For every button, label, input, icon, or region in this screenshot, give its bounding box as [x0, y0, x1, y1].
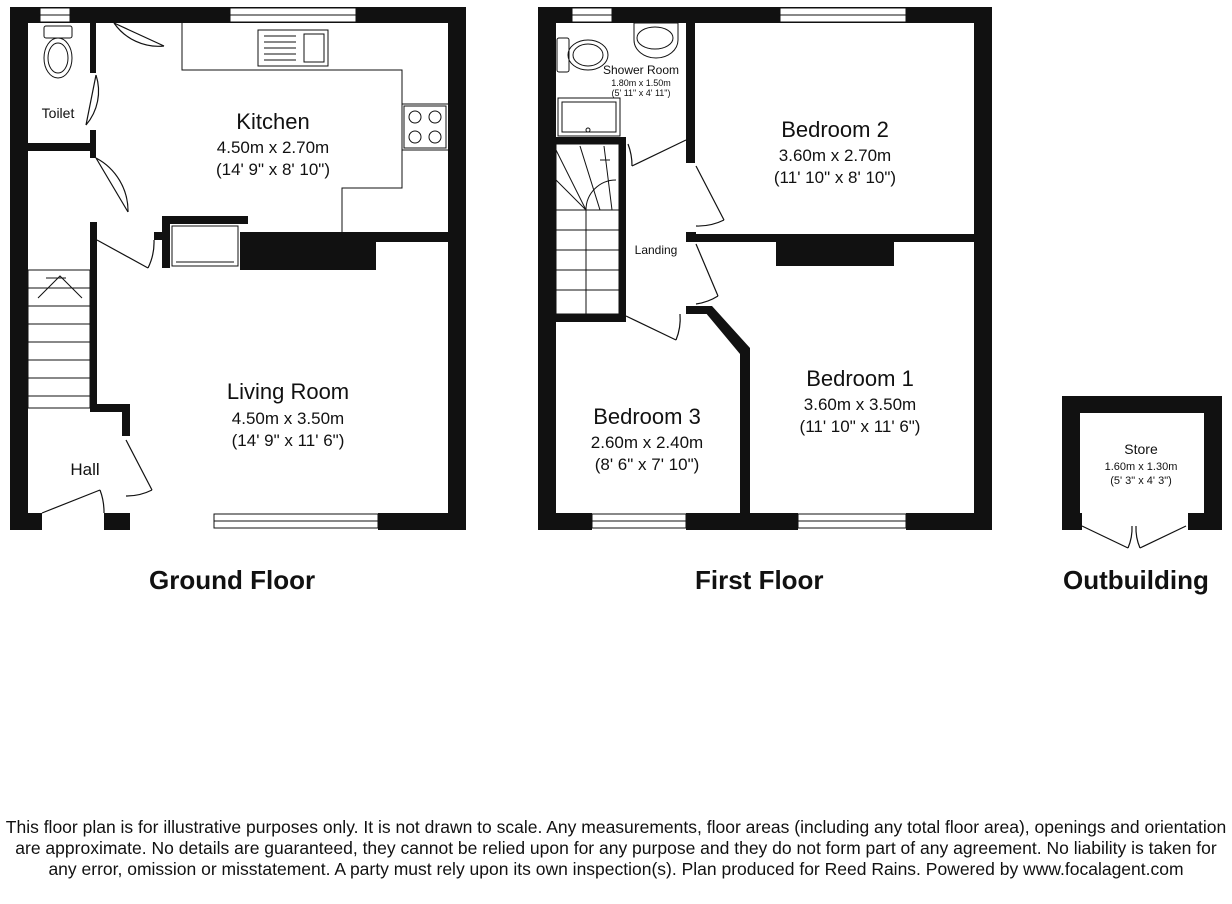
living-room-name: Living Room — [226, 379, 350, 404]
store-name: Store — [1124, 441, 1158, 457]
shower-room-metric: 1.80m x 1.50m — [611, 78, 671, 88]
bedroom-1-name: Bedroom 1 — [806, 366, 914, 391]
hob-icon — [404, 106, 446, 148]
disclaimer-text: This floor plan is for illustrative purposes only. It is not drawn to scale. Any measurements, floor areas (including any total floor area), openings and orientation are approximate. No details are guaranteed, they cannot be relied upon for any purpose and they do not form part of any agreement. No liability is taken for any error, omission or misstatement. A party must rely upon its own inspection(s). Plan produced for Reed Rains. Powered by www.focalagent.com — [5, 817, 1227, 879]
ground-floor-title: Ground Floor — [149, 565, 316, 595]
bedroom-3-metric: 2.60m x 2.40m — [590, 433, 704, 452]
ground-floor-plan — [10, 7, 466, 530]
first-floor-stairs — [556, 144, 619, 314]
toilet-icon — [44, 26, 72, 78]
bedroom-3-imperial: (8' 6" x 7' 10") — [594, 455, 700, 474]
toilet-name: Toilet — [41, 105, 75, 121]
living-room-imperial: (14' 9" x 11' 6") — [231, 431, 345, 450]
kitchen-metric: 4.50m x 2.70m — [216, 138, 330, 157]
appliance-icon — [172, 226, 238, 266]
sink-icon — [258, 30, 328, 66]
bedroom-2-metric: 3.60m x 2.70m — [778, 146, 892, 165]
shower-toilet-icon — [557, 38, 608, 72]
shower-room-name: Shower Room — [602, 63, 680, 77]
ground-floor-walls — [10, 7, 466, 530]
bedroom-3-name: Bedroom 3 — [593, 404, 701, 429]
ground-floor-doors — [42, 23, 164, 513]
living-room-metric: 4.50m x 3.50m — [231, 409, 345, 428]
shower-room-imperial: (5' 11" x 4' 11") — [611, 88, 671, 98]
store-metric: 1.60m x 1.30m — [1104, 461, 1178, 473]
store-imperial: (5' 3" x 4' 3") — [1110, 475, 1172, 487]
landing-name: Landing — [634, 243, 678, 257]
bedroom-2-name: Bedroom 2 — [781, 117, 889, 142]
ground-floor-stairs — [28, 270, 90, 408]
hall-name: Hall — [70, 460, 100, 479]
wash-basin-icon — [634, 23, 678, 58]
kitchen-imperial: (14' 9" x 8' 10") — [215, 160, 331, 179]
shower-tray-icon — [558, 98, 620, 136]
bedroom-1-imperial: (11' 10" x 11' 6") — [799, 417, 921, 436]
outbuilding-title: Outbuilding — [1063, 565, 1209, 595]
first-floor-title: First Floor — [695, 565, 824, 595]
outbuilding-doors — [1082, 526, 1186, 548]
kitchen-name: Kitchen — [236, 109, 310, 134]
room-labels — [42, 63, 1178, 487]
bedroom-1-metric: 3.60m x 3.50m — [803, 395, 917, 414]
bedroom-2-imperial: (11' 10" x 8' 10") — [773, 168, 897, 187]
